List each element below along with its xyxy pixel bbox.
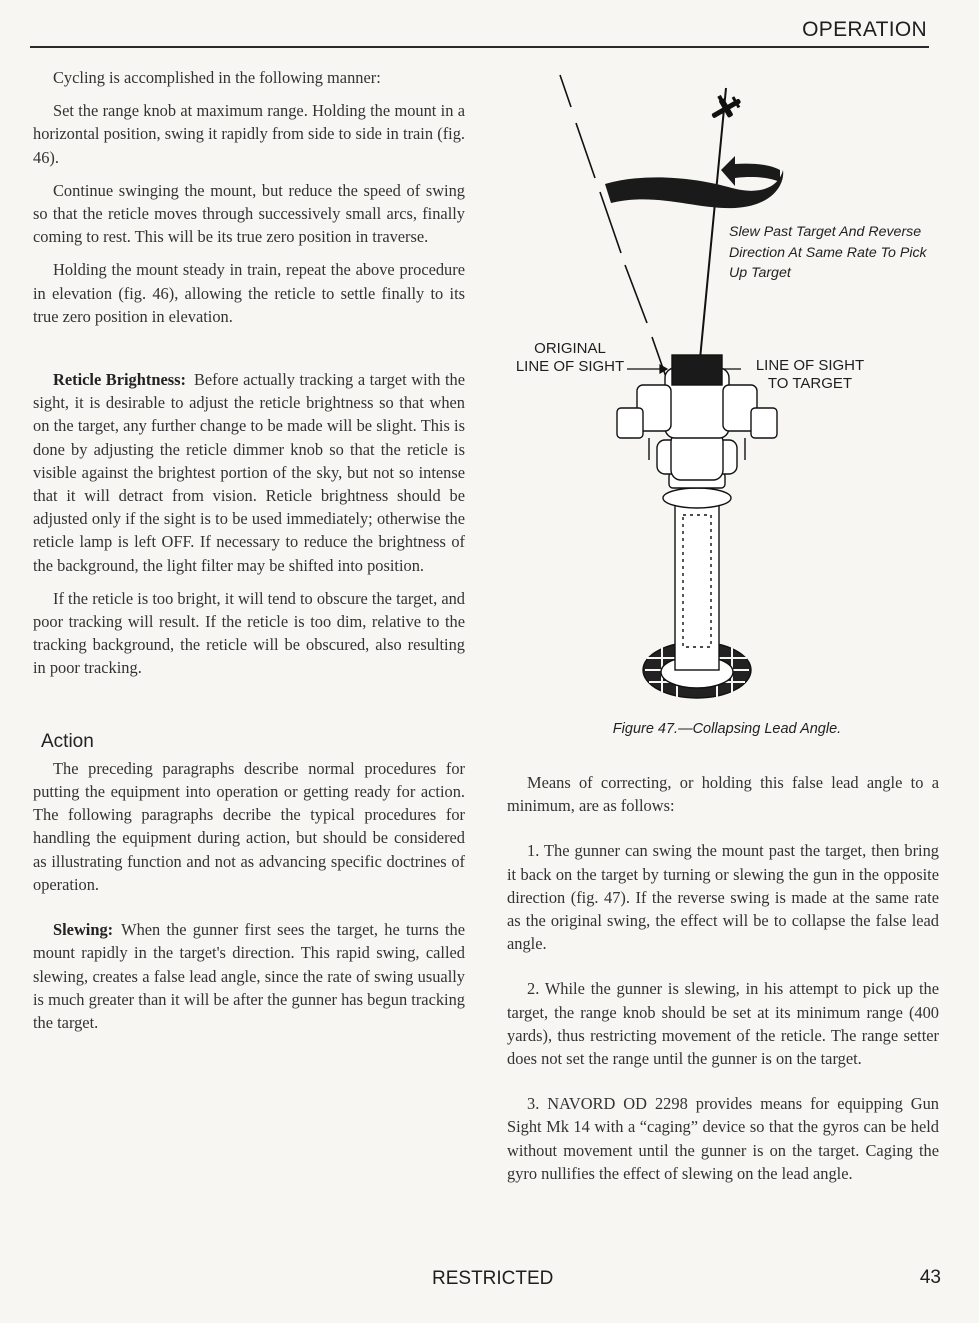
- label-original-line-of-sight: [505, 340, 635, 376]
- list-item-2: 2. While the gunner is slewing, in his attempt to pick up the target, the range knob should be set at its minimum range (400 yards), thus restricting movement of the reticle. The range setter does not set the range until the gunner is on the target.: [507, 979, 939, 1069]
- paragraph-cycling-step1: Set the range knob at maximum range. Holding the mount in a horizontal position, swing it rapidly from side to side in train (fig. 46).: [33, 101, 465, 167]
- paragraph-means-intro: Means of correcting, or holding this false lead angle to a minimum, are as follows:: [507, 773, 939, 816]
- list-item-3: 3. NAVORD OD 2298 provides means for equipping Gun Sight Mk 14 with a “caging” device so that the gyros can be held without movement until the gunner is on the target. Caging the gyro nullifies the effect of slewing on the lead angle.: [507, 1094, 939, 1183]
- run-in-heading-slewing: Slewing:: [53, 920, 114, 940]
- label-original-line2: LINE OF SIGHT: [515, 358, 625, 375]
- paragraph-cycling-step2: Continue swinging the mount, but reduce the speed of swing so that the reticle moves through successively small arcs, finally coming to rest. This will be its true zero position in traverse.: [33, 180, 465, 247]
- label-line-of-sight-to-target: [745, 357, 875, 393]
- left-column: [33, 66, 465, 1034]
- paragraph-too-bright: If the reticle is too bright, it will tend to obscure the target, and poor tracking will result. If the reticle is too dim, relative to the tracking background, the reticle will be obscured, also resulting in poor tracking.: [33, 588, 465, 678]
- footer-classification: RESTRICTED: [432, 1268, 554, 1289]
- slewing-text: When the gunner first sees the target, he turns the mount rapidly in the target's direction. This rapid swing, called slewing, creates a false lead angle, since the rate of swing usually is much greater than it will be after the gunner has begun tracking the target.: [33, 920, 465, 1032]
- figure-47: [497, 60, 967, 760]
- paragraph-reticle-brightness: [33, 368, 465, 577]
- reverse-direction-arrow-icon: [721, 156, 780, 186]
- paragraph-cycling-intro: Cycling is accomplished in the following manner:: [53, 68, 381, 87]
- figure-illustration: [497, 60, 967, 720]
- reticle-brightness-text: Before actually tracking a target with the sight, it is desirable to adjust the reticle brightness so that when on the target, any further change to be made will be slight. This is done by adjusting the reticle dimmer knob so that the reticle is visible against the brightest portion of the sky, but not so intense that it will detract from vision. Reticle brightness should be adjusted only if the sight is to be used immediately; otherwise the reticle lamp is left OFF. If necessary to reduce the brightness of the background, the light filter may be shifted into position.: [33, 370, 465, 575]
- figure-caption: Figure 47.—Collapsing Lead Angle.: [612, 721, 842, 737]
- gun-sight: [672, 355, 722, 385]
- section-heading-action: Action: [41, 730, 94, 752]
- paragraph-slewing: [33, 918, 465, 1034]
- figure-callout-text: Slew Past Target And Reverse Direction At Same Rate To Pick Up Target: [729, 224, 927, 281]
- page-number: 43: [919, 1267, 941, 1288]
- running-head: OPERATION: [802, 18, 927, 41]
- paragraph-cycling-step3: Holding the mount steady in train, repeat the above procedure in elevation (fig. 46), allowing the reticle to settle finally to its true zero position in elevation.: [33, 260, 465, 326]
- list-item-1: 1. The gunner can swing the mount past the target, then bring it back on the target by turning or slewing the gun in the opposite direction (fig. 47). If the reverse swing is made at the same rate as the original swing, the effect will be to collapse the false lead angle.: [507, 841, 939, 954]
- run-in-heading-reticle-brightness: Reticle Brightness:: [53, 370, 186, 390]
- paragraph-action: The preceding paragraphs describe normal procedures for putting the equipment into operation or getting ready for action. The following paragraphs decribe the typical procedures for handling the equipment during action, but should be considered as illustrating function and not as advancing specific doctrines of operation.: [33, 758, 465, 894]
- header-rule: [30, 46, 929, 48]
- label-target-line1: LINE OF SIGHT: [755, 357, 865, 374]
- gun-mount-illustration: [617, 355, 777, 698]
- label-target-line2: TO TARGET: [767, 375, 853, 392]
- label-original-line1: ORIGINAL: [534, 340, 606, 357]
- right-column: [507, 771, 939, 1185]
- pedestal: [675, 500, 719, 670]
